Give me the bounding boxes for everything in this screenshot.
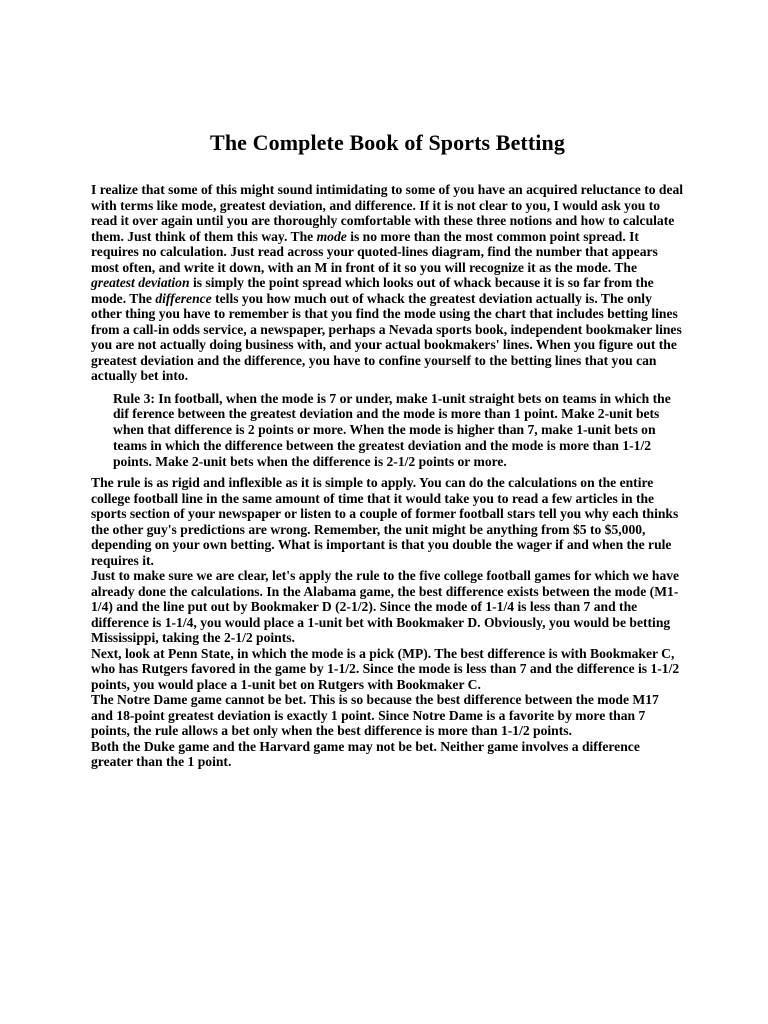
term-mode: mode (316, 228, 347, 244)
intro-text-d: tells you how much out of whack the greatest deviation actually is. The only other thing you have to remember is that you find the mode using the chart that includes betting lines from a call-in odds service, a newspaper, perhaps a Nevada sports book, independent bookmaker lines you are not actually doing business with, and your actual bookmakers' lines. When you figure out the greatest deviation and the difference, you have to confine yourself to the betting lines that you can actually bet into. (91, 290, 682, 383)
term-greatest-deviation: greatest deviation (91, 275, 190, 290)
duke-harvard-paragraph: Both the Duke game and the Harvard game may not be bet. Neither game involves a difference greater than the 1 point. (91, 738, 640, 770)
rule-explanation-paragraph: The rule is as rigid and inflexible as it is simple to apply. You can do the calculations on the entire college football line in the same amount of time that it would take you to read a few articles in the sports section of your newspaper or listen to a couple of former football stars tell you why each thinks the other guy's predictions are wrong. Remember, the unit might be anything from $5 to $5,000, depending on your own betting. What is important is that you double the wager if and when the rule requires it. (91, 475, 679, 568)
penn-state-example-paragraph: Next, look at Penn State, in which the mode is a pick (MP). The best difference is with Bookmaker C, who has Rutgers favored in the game by 1-1/2. Since the mode is less than 7 and the difference is 1-1/2 points, you would place a 1-unit bet on Rutgers with Bookmaker C. (91, 645, 680, 692)
term-difference: difference (155, 290, 212, 306)
alabama-example-paragraph: Just to make sure we are clear, let's apply the rule to the five college football games for which we have already done the calculations. In the Alabama game, the best difference exists between the mode (M1-1/4) and the line put out by Bookmaker D (2-1/2). Since the mode of 1-1/4 is less than 7 and the difference is 1-1/4, you would place a 1-unit bet with Bookmaker D. Obviously, you would be betting Mississippi, taking the 2-1/2 points. (91, 568, 680, 646)
intro-text-b: is no more than the most common point spread. It requires no calculation. Just read across your quoted-lines diagram, find the number that appears most often, and write it down, with an M in front of it so you will recognize it as the mode. The (91, 228, 658, 275)
intro-text-c: is simply the point spread which looks out of whack because it is so far from the mode. The (91, 275, 654, 306)
notre-dame-example-paragraph: The Notre Dame game cannot be bet. This is so because the best difference between the mode M17 and 18-point greatest deviation is exactly 1 point. Since Notre Dame is a favorite by more than 7 points, the rule allows a bet only when the best difference is more than 1-1/2 points. (91, 692, 659, 739)
intro-text-a: I realize that some of this might sound intimidating to some of you have an acquired reluctance to deal with terms like mode, greatest deviation, and difference. If it is not clear to you, I would ask you to read it over again until you are thoroughly comfortable with these three notions and how to calculate them. Just think of them this way. The (91, 182, 684, 244)
page-title: The Complete Book of Sports Betting (210, 130, 565, 155)
intro-paragraph (91, 182, 684, 384)
rule-3-paragraph: Rule 3: In football, when the mode is 7 or under, make 1-unit straight bets on teams in which the dif ference between the greatest deviation and the mode is more than 1 point. Make 2-unit bets when that difference is 2 points or more. When the mode is higher than 7, make 1-unit bets on teams in which the difference between the greatest deviation and the mode is more than 1-1/2 points. Make 2-unit bets when the difference is 2-1/2 points or more. (113, 390, 671, 469)
